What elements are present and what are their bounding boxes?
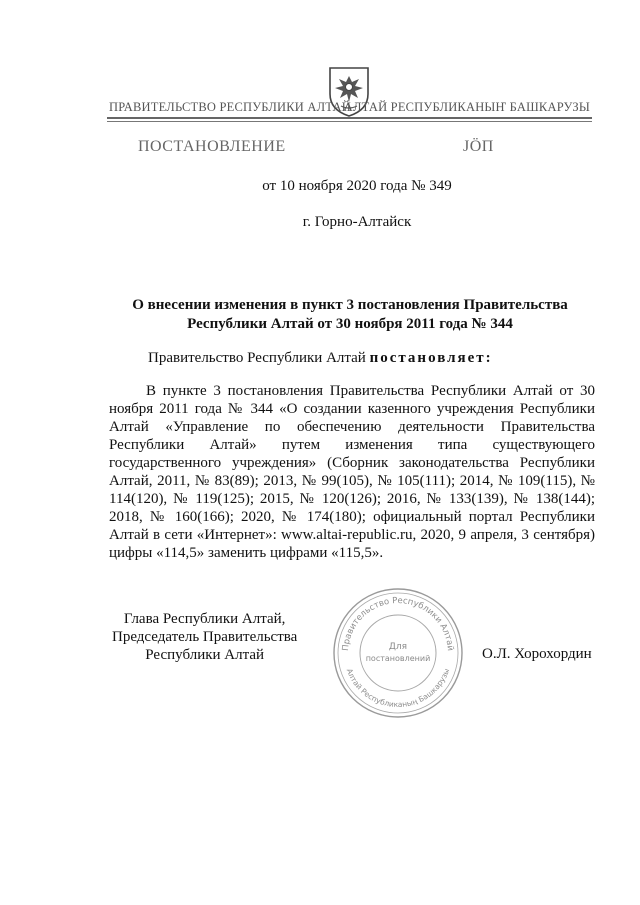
signatory-position	[112, 610, 297, 664]
official-stamp	[330, 585, 466, 721]
document-title	[100, 296, 600, 334]
signatory-position-line-3: Республики Алтай	[145, 647, 265, 663]
stamp-inner-line-1: Для	[388, 642, 408, 652]
stamp-inner-line-2: постановлений	[365, 654, 431, 663]
doc-type-ru: ПОСТАНОВЛЕНИЕ	[138, 138, 286, 155]
header-rule-thick	[107, 117, 592, 119]
header-government-name-ru: ПРАВИТЕЛЬСТВО РЕСПУБЛИКИ АЛТАЙ	[109, 100, 351, 114]
document-city: г. Горно-Алтайск	[302, 214, 412, 230]
body-paragraph: В пункте 3 постановления Правительства Республики Алтай от 30 ноября 2011 года № 344 «О создании казенного учреждения Республики Алтай «Управление по обеспечению деятельности Правительства Республики Алтай» путем изменения типа существующего государственного учреждения» (Сборник законодательства Республики Алтай, 2011, № 83(89); 2013, № 99(105), № 105(111); 2014, № 109(115), № 114(120), № 119(125); 2015, № 120(126); 2016, № 133(139), № 138(144); 2018, № 160(166); 2020, № 174(180); официальный портал Республики Алтай в сети «Интернет»: www.altai-republic.ru, 2020, 9 апреля, 3 сентября) цифры «114,5» заменить цифрами «115,5».	[109, 383, 595, 561]
preamble-text: Правительство Республики Алтай	[148, 350, 370, 366]
title-line-1: О внесении изменения в пункт 3 постановления Правительства	[132, 297, 568, 313]
header-government-name-alt: АЛТАЙ РЕСПУБЛИКАНЫҤ БАШКАРУЗЫ	[343, 100, 590, 114]
title-line-2: Республики Алтай от 30 ноября 2011 года № 344	[187, 316, 513, 332]
document-date-number: от 10 ноября 2020 года № 349	[262, 178, 452, 194]
preamble	[148, 350, 493, 367]
header-rule-thin	[107, 121, 592, 122]
signatory-position-line-2: Председатель Правительства	[112, 629, 298, 645]
preamble-resolves: постановляет:	[369, 350, 493, 366]
doc-type-alt: ЈӦП	[463, 138, 494, 155]
signatory-position-line-1: Глава Республики Алтай,	[123, 611, 286, 627]
stamp-outer-bottom: Алтай Республиканың Башкарузы	[344, 667, 452, 710]
stamp-outer-top: Правительство Республики Алтай	[340, 595, 456, 652]
signatory-name: О.Л. Хорохордин	[482, 646, 592, 662]
